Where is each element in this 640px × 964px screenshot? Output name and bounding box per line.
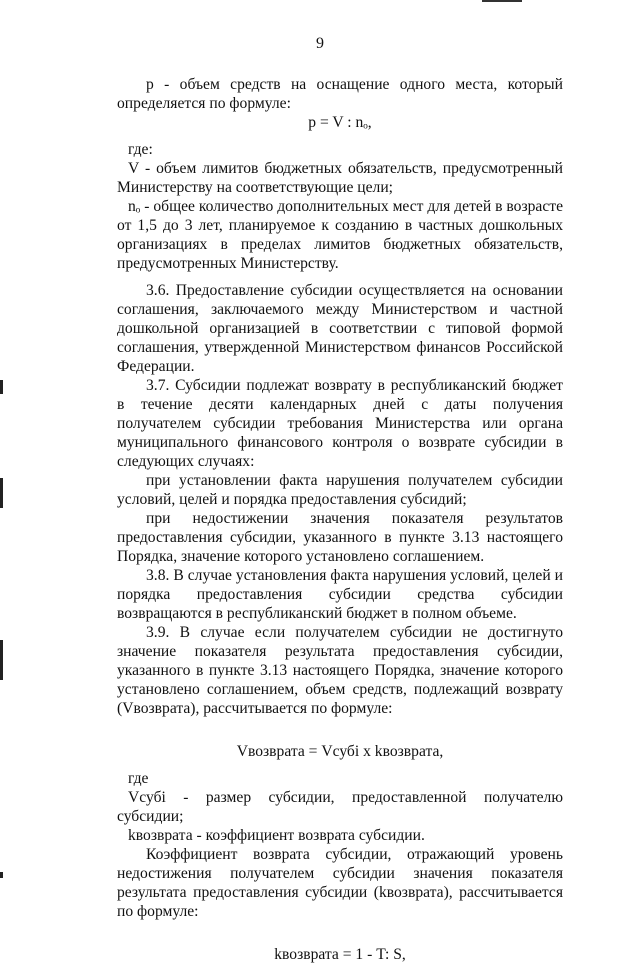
- formula-v-return: Vвозврата = Vсубi x kвозврата,: [236, 743, 444, 760]
- definition-n: nₒ - общее количество дополнительных мест для детей в возрасте от 1,5 до 3 лет, планируемое к созданию в частных дошкольных организациях в пределах лимитов бюджетных обязательств, предусмотренных Министерству.: [117, 198, 563, 272]
- case-not-achieved: при недостижении значения показателя результатов предоставления субсидии, указанного в пункте 3.13 настоящего Порядка, значение которого установлено соглашением.: [117, 510, 563, 565]
- scan-artifact: [0, 478, 3, 508]
- document-body: [117, 75, 563, 964]
- scan-artifact: [0, 380, 3, 394]
- scan-artifact: [0, 872, 3, 878]
- formula-p: p = V : nₒ,: [308, 114, 372, 131]
- case-violation: при установлении факта нарушения получателем субсидии условий, целей и порядка предоставления субсидий;: [117, 472, 563, 508]
- paragraph-p-definition: р - объем средств на оснащение одного места, который определяется по формуле:: [117, 76, 563, 112]
- scan-mark: [482, 0, 522, 2]
- paragraph-3-7: 3.7. Субсидии подлежат возврату в республиканский бюджет в течение десяти календарных дней с даты получения получателем субсидии требования Министерства или органа муниципального финансового контроля о возврате субсидии в следующих случаях:: [117, 377, 563, 470]
- where-label: где:: [128, 141, 153, 158]
- page-number: 9: [316, 35, 324, 52]
- paragraph-3-9: 3.9. В случае если получателем субсидии не достигнуто значение показателя результата предоставления субсидии, указанного в пункте 3.13 настоящего Порядка, значение которого установлено соглашением, объем средств, подлежащий возврату (Vвозврата), рассчитывается по формуле:: [117, 624, 563, 717]
- paragraph-3-8: 3.8. В случае установления факта нарушения условий, целей и порядка предоставления субсидии средства субсидии возвращаются в республиканский бюджет в полном объеме.: [117, 567, 563, 622]
- definition-k: kвозврата - коэффициент возврата субсидии.: [128, 827, 425, 844]
- formula-k-return: kвозврата = 1 - T: S,: [274, 946, 406, 963]
- definition-v: V - объем лимитов бюджетных обязательств, предусмотренный Министерству на соответствующие цели;: [117, 160, 563, 196]
- definition-vsub: Vсубi - размер субсидии, предоставленной получателю субсидии;: [117, 789, 563, 825]
- scan-artifact: [0, 640, 3, 680]
- where-label-2: где: [128, 770, 149, 787]
- paragraph-3-6: 3.6. Предоставление субсидии осуществляется на основании соглашения, заключаемого между Министерством и частной дошкольной организацией в соответствии с типовой формой соглашения, утвержденной Министерством финансов Российской Федерации.: [117, 282, 563, 375]
- paragraph-coefficient: Коэффициент возврата субсидии, отражающий уровень недостижения получателем субсидии значения показателя результата предоставления субсидии (kвозврата), рассчитывается по формуле:: [117, 846, 563, 920]
